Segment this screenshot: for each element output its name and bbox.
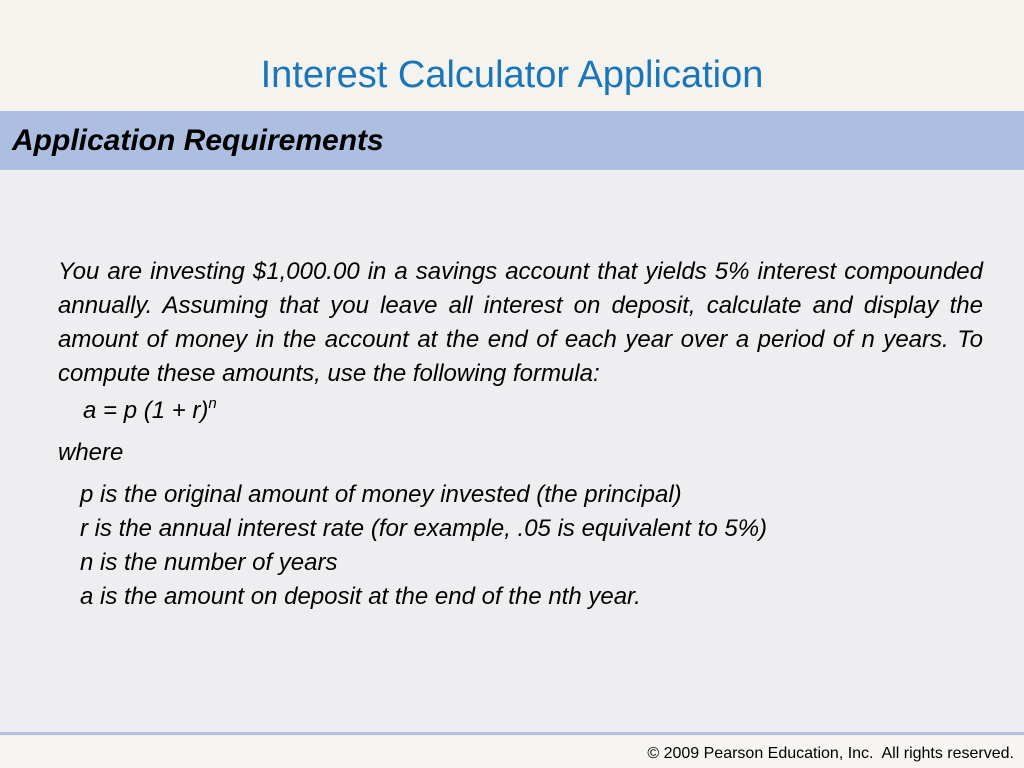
- variable-definitions: [80, 478, 983, 614]
- section-heading: Application Requirements: [12, 124, 384, 157]
- copyright-notice: © 2009 Pearson Education, Inc. All rights reserved.: [647, 745, 1014, 762]
- formula-exponent: n: [208, 395, 217, 412]
- definition-p: p is the original amount of money invested (the principal): [80, 481, 682, 508]
- where-label: where: [58, 439, 124, 466]
- slide-content: [58, 255, 983, 614]
- formula-base: a = p (1 + r): [83, 397, 209, 424]
- footer-divider: [0, 732, 1024, 735]
- interest-formula: [83, 394, 983, 428]
- definition-a: a is the amount on deposit at the end of the nth year.: [80, 583, 641, 610]
- definition-n: n is the number of years: [80, 549, 338, 576]
- slide-title: Interest Calculator Application: [260, 54, 764, 96]
- definition-r: r is the annual interest rate (for example, .05 is equivalent to 5%): [80, 515, 768, 542]
- intro-paragraph: You are investing $1,000.00 in a savings account that yields 5% interest compounded annually. Assuming that you leave all interest on deposit, calculate and display the amount of money in the account at the end of each year over a period of n years. To compute these amounts, use the following formula:: [58, 258, 983, 387]
